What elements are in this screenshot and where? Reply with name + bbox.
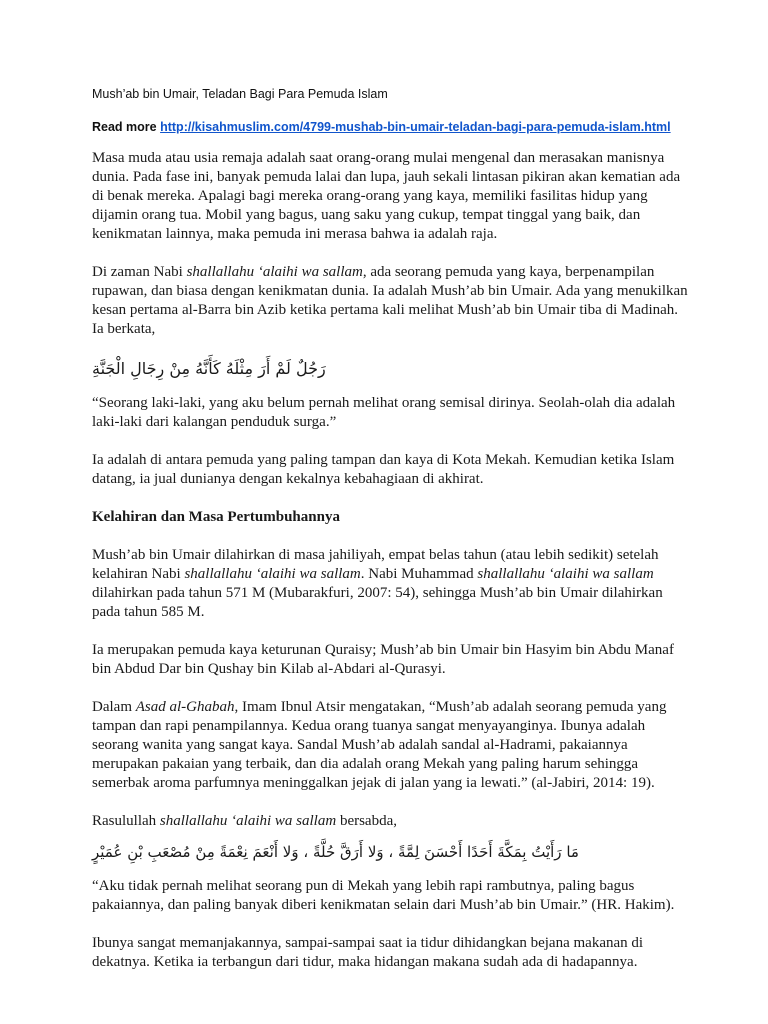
text-run: , ada seorang pemuda yang kaya, berpenampilan rupawan, dan biasa dengan kenikmatan dunia. Ia adalah Mush’ab bin Umair. Ada yang menukilkan kesan pertama al-Barra bin Azib ketika pertama kali melihat Mush’ab bin Umair tiba di Madinah. Ia berkata, bbox=[92, 264, 688, 337]
read-more-link[interactable]: http://kisahmuslim.com/4799-mushab-bin-umair-teladan-bagi-para-pemuda-islam.html bbox=[160, 120, 671, 134]
italic-honorific: shallallahu ‘alaihi wa sallam bbox=[477, 566, 654, 582]
arabic-quote-2: مَا رَأَيْتُ بِمَكَّةَ أَحَدًا أَحْسَنَ لِمَّةً ، وَلا أَرَقَّ حُلَّةً ، وَلا أَنْعَمَ نِعْمَةً مِنْ مُصْعَبِ بْنِ عُمَيْرٍ bbox=[92, 843, 579, 861]
paragraph-4 bbox=[92, 546, 692, 622]
text-run: bersabda, bbox=[336, 813, 397, 829]
paragraph-6 bbox=[92, 698, 692, 793]
document-page bbox=[92, 86, 692, 991]
paragraph-2 bbox=[92, 263, 692, 339]
italic-honorific: shallallahu ‘alaihi wa sallam bbox=[186, 264, 363, 280]
paragraph-7 bbox=[92, 812, 692, 831]
document-title: Mush’ab bin Umair, Teladan Bagi Para Pemuda Islam bbox=[92, 87, 388, 101]
paragraph-3: Ia adalah di antara pemuda yang paling tampan dan kaya di Kota Mekah. Kemudian ketika Islam datang, ia jual dunianya dengan kekalnya kebahagiaan di akhirat. bbox=[92, 452, 675, 487]
italic-honorific: shallallahu ‘alaihi wa sallam bbox=[184, 566, 361, 582]
text-run: Rasulullah bbox=[92, 813, 160, 829]
text-run: Dalam bbox=[92, 699, 136, 715]
paragraph-5: Ia merupakan pemuda kaya keturunan Quraisy; Mush’ab bin Umair bin Hasyim bin Abdu Manaf bin Abdud Dar bin Qushay bin Kilab al-Abdari al-Qurasyi. bbox=[92, 642, 674, 677]
paragraph-8: Ibunya sangat memanjakannya, sampai-sampai saat ia tidur dihidangkan bejana makanan di dekatnya. Ketika ia terbangun dari tidur, maka hidangan makana sudah ada di hadapannya. bbox=[92, 935, 644, 970]
text-run: , Imam Ibnul Atsir mengatakan, “Mush’ab adalah seorang pemuda yang tampan dan rapi penampilannya. Kedua orang tuanya sangat menyayanginya. Ibunya adalah seorang wanita yang sangat kaya. Sandal Mush’ab adalah sandal al-Hadrami, pakaiannya merupakan pakaian yang terbaik, dan dia adalah orang Mekah yang paling harum sehingga semerbak aroma parfumnya meninggalkan jejak di jalan yang ia lewati.” (al-Jabiri, 2014: 19). bbox=[92, 699, 667, 791]
italic-book-title: Asad al-Ghabah bbox=[135, 699, 235, 715]
text-run: Di zaman Nabi bbox=[92, 264, 187, 280]
translation-1: “Seorang laki-laki, yang aku belum pernah melihat orang semisal dirinya. Seolah-olah dia adalah laki-laki dari kalangan penduduk surga.” bbox=[92, 395, 676, 430]
text-run: dilahirkan pada tahun 571 M (Mubarakfuri, 2007: 54), sehingga Mush’ab bin Umair dilahirkan pada tahun 585 M. bbox=[92, 585, 663, 620]
read-more-line bbox=[92, 119, 692, 135]
text-run: . Nabi Muhammad bbox=[360, 566, 478, 582]
translation-2: “Aku tidak pernah melihat seorang pun di Mekah yang lebih rapi rambutnya, paling bagus pakaiannya, dan paling banyak diberi kenikmatan selain dari Mush’ab bin Umair.” (HR. Hakim). bbox=[92, 878, 675, 913]
arabic-quote-1: رَجُلٌ لَمْ أَرَ مِثْلَهُ كَأَنَّهُ مِنْ رِجَالِ الْجَنَّةِ bbox=[92, 359, 326, 378]
text-run: Mush’ab bin Umair dilahirkan di masa jahiliyah, empat belas tahun (atau lebih sedikit) setelah kelahiran Nabi bbox=[92, 547, 659, 582]
read-more-label: Read more bbox=[92, 120, 161, 134]
section-heading: Kelahiran dan Masa Pertumbuhannya bbox=[92, 509, 340, 525]
paragraph-1: Masa muda atau usia remaja adalah saat orang-orang mulai mengenal dan merasakan manisnya dunia. Pada fase ini, banyak pemuda lalai dan lupa, jauh sekali lintasan pikiran akan kematian ada di benak mereka. Apalagi bagi mereka orang-orang yang kaya, memiliki fasilitas hidup yang dijamin orang tua. Mobil yang bagus, uang saku yang cukup, tempat tinggal yang baik, dan kenikmatan lainnya, maka pemuda ini merasa bahwa ia adalah raja. bbox=[92, 150, 681, 242]
italic-honorific: shallallahu ‘alaihi wa sallam bbox=[159, 813, 337, 829]
